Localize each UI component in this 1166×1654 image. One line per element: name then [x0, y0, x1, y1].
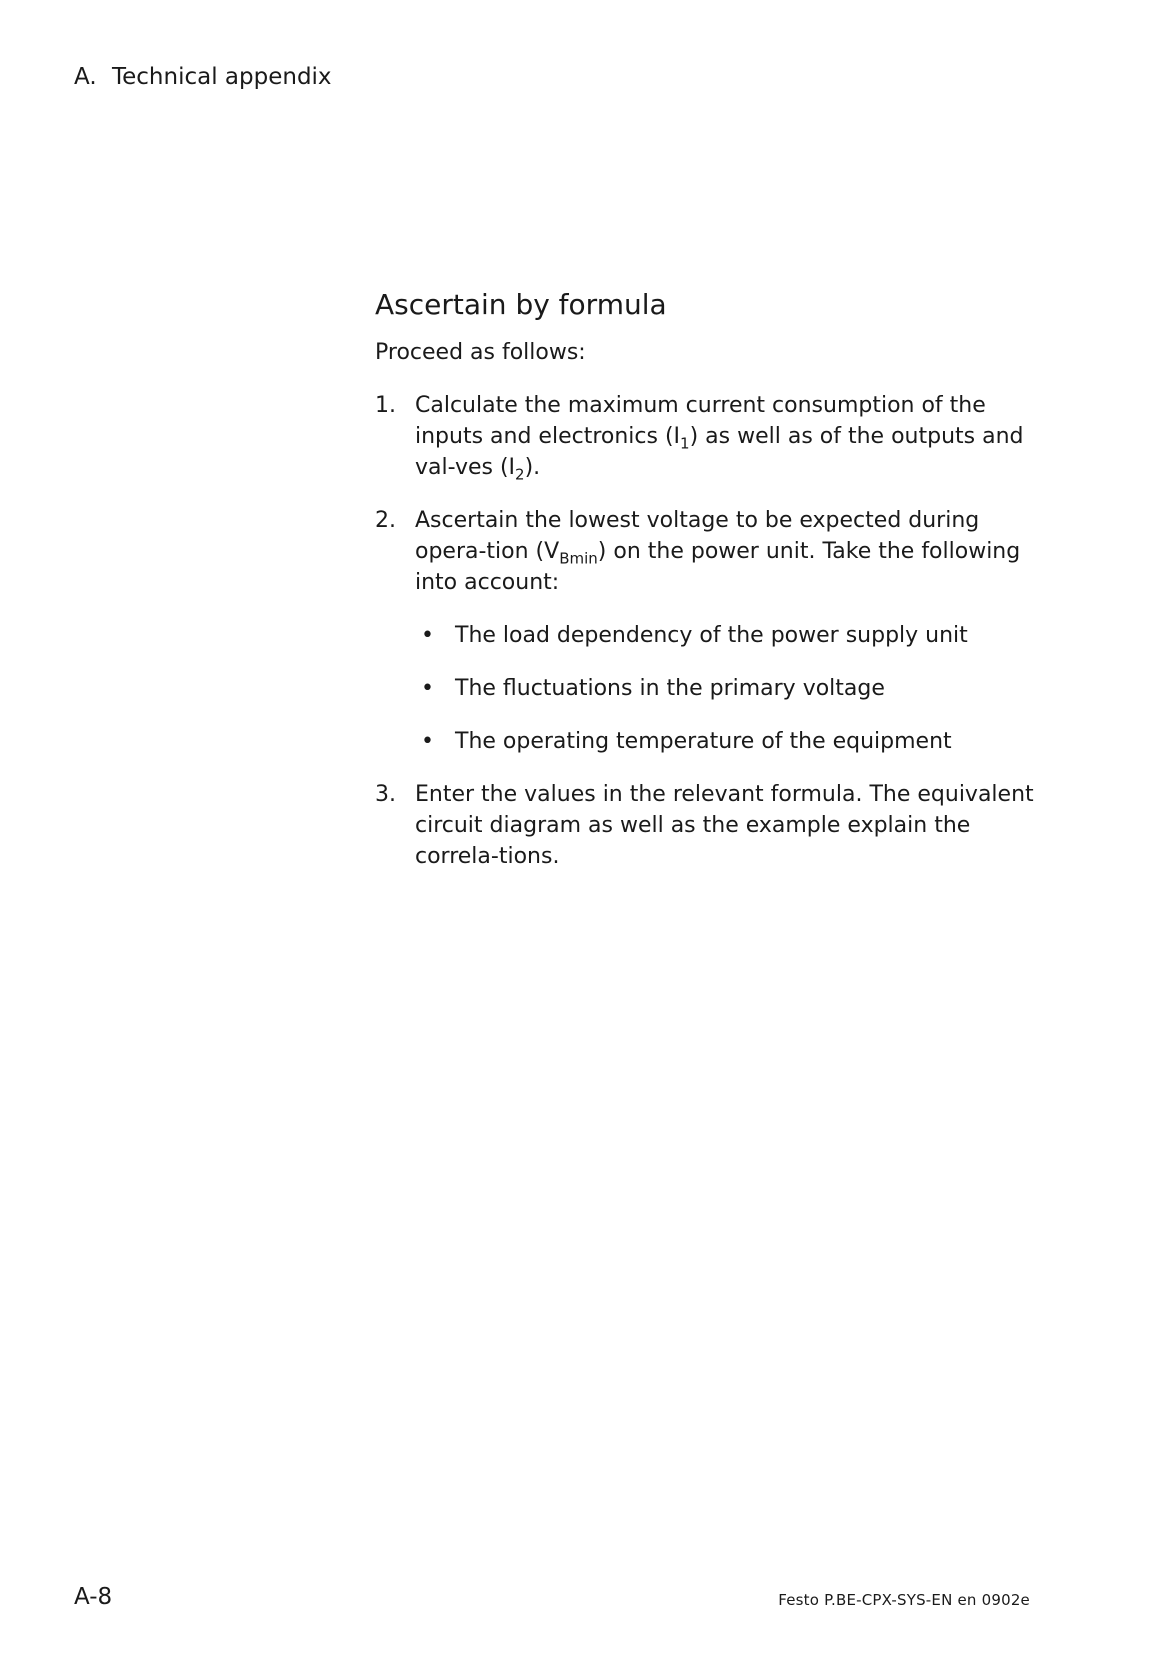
chapter-title: Technical appendix [112, 64, 332, 90]
bullet-item: • The operating temperature of the equipment [415, 726, 1035, 757]
section-title: Ascertain by formula [375, 288, 667, 321]
steps-list [375, 390, 1035, 872]
bullet-list [415, 620, 1035, 757]
bullet-item: • The load dependency of the power supply unit [415, 620, 1035, 651]
step-3 [375, 779, 1035, 872]
step-number: 1. [375, 393, 396, 418]
document-reference: Festo P.BE-CPX-SYS-EN en 0902e [778, 1591, 1030, 1609]
step-number: 3. [375, 782, 396, 807]
step-2 [375, 505, 1035, 757]
bullet-icon: • [421, 729, 434, 754]
step-text: Enter the values in the relevant formula. The equivalent circuit diagram as well as the example explain the correla-tions. [415, 782, 1034, 869]
step-1 [375, 390, 1035, 483]
step-number: 2. [375, 508, 396, 533]
page-header [74, 64, 332, 90]
bullet-item: • The fluctuations in the primary voltage [415, 673, 1035, 704]
intro-text: Proceed as follows: [375, 340, 586, 365]
step-text: Calculate the maximum current consumption of the inputs and electronics $(I_1)$ as well as of the outputs and val-ves $(I_2)$. [415, 393, 1024, 484]
bullet-icon: • [421, 676, 434, 701]
bullet-icon: • [421, 623, 434, 648]
main-content [375, 285, 1035, 894]
page-number: A-8 [74, 1584, 113, 1610]
chapter-number: A. [74, 64, 97, 90]
step-text: Ascertain the lowest voltage to be expected during opera-tion $(V_{Bmin})$ on the power unit. Take the following into account: [415, 508, 1021, 595]
